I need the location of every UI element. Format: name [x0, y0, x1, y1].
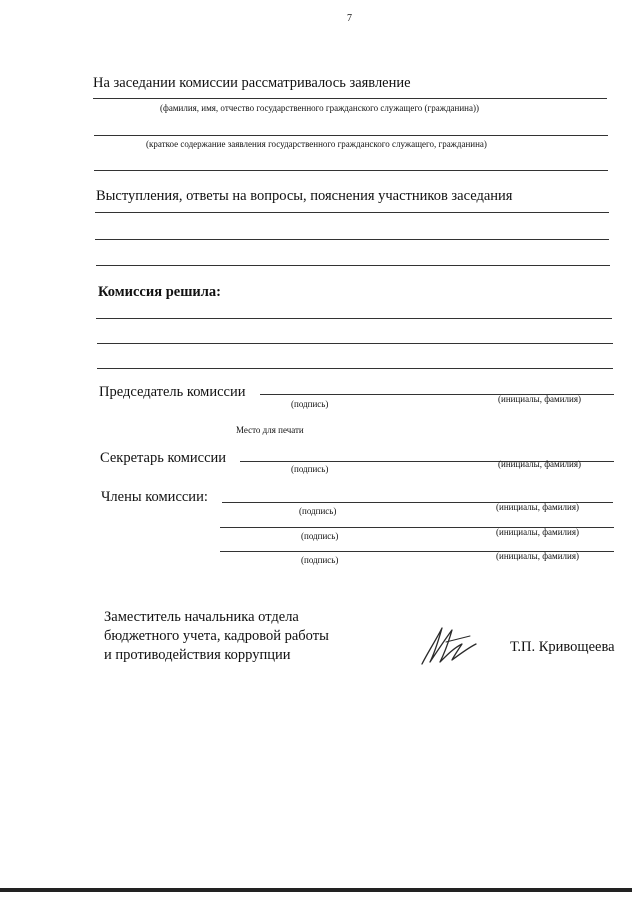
signatory-name: Т.П. Кривощеева: [510, 639, 615, 655]
fill-line: [93, 98, 607, 99]
caption-summary: (краткое содержание заявления государственного гражданского служащего, гражданина): [146, 139, 487, 149]
caption-name: (фамилия, имя, отчество государственного гражданского служащего (гражданина)): [160, 103, 479, 113]
fill-line: [97, 368, 613, 369]
signature-caption: (подпись): [291, 464, 329, 474]
initials-caption: (инициалы, фамилия): [496, 527, 579, 537]
section-heading-application: На заседании комиссии рассматривалось заявление: [93, 75, 411, 91]
fill-line: [95, 212, 609, 213]
stamp-place-label: Место для печати: [236, 425, 304, 435]
position-line-1: Заместитель начальника отдела: [104, 609, 299, 625]
initials-caption: (инициалы, фамилия): [496, 502, 579, 512]
position-line-2: бюджетного учета, кадровой работы: [104, 628, 329, 644]
section-heading-speeches: Выступления, ответы на вопросы, пояснения участников заседания: [96, 188, 513, 204]
initials-caption: (инициалы, фамилия): [498, 394, 581, 404]
page-number: 7: [347, 13, 352, 24]
fill-line: [94, 135, 608, 136]
fill-line: [97, 343, 613, 344]
chairman-label: Председатель комиссии: [99, 384, 246, 400]
fill-line: [96, 265, 610, 266]
section-heading-decision: Комиссия решила:: [98, 284, 222, 300]
initials-caption: (инициалы, фамилия): [498, 459, 581, 469]
fill-line: [95, 239, 609, 240]
signature-caption: (подпись): [301, 531, 339, 541]
position-line-3: и противодействия коррупции: [104, 647, 291, 663]
scan-edge-bar: [0, 888, 632, 892]
secretary-label: Секретарь комиссии: [100, 450, 227, 466]
fill-line: [94, 170, 608, 171]
signature-caption: (подпись): [299, 506, 337, 516]
handwritten-signature: [418, 622, 480, 668]
initials-caption: (инициалы, фамилия): [496, 551, 579, 561]
members-label: Члены комиссии:: [101, 489, 208, 505]
fill-line: [96, 318, 612, 319]
signature-caption: (подпись): [291, 399, 329, 409]
signature-caption: (подпись): [301, 555, 339, 565]
